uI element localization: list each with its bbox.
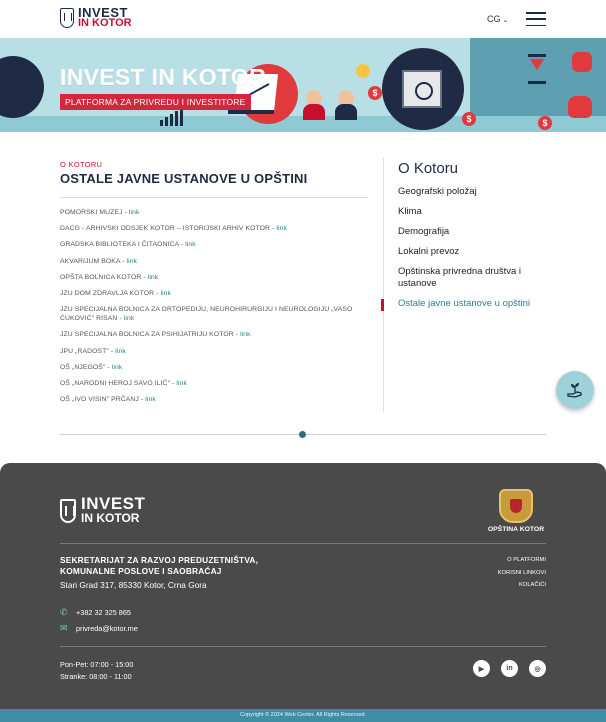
crest-icon	[60, 8, 74, 28]
institution-link[interactable]: link	[147, 273, 159, 281]
dollar-coin-icon: $	[538, 116, 552, 130]
email-address: privreda@kotor.me	[76, 624, 138, 633]
hamburger-menu-icon[interactable]	[526, 12, 546, 26]
banner-subtitle: PLATFORMA ZA PRIVREDU I INVESTITORE	[60, 94, 251, 110]
footer-links	[450, 554, 546, 592]
working-hours	[60, 659, 133, 683]
institution-link[interactable]: link	[160, 289, 172, 297]
site-logo[interactable]	[60, 7, 132, 29]
footer-logo-line2: IN KOTOR	[81, 511, 140, 525]
linkedin-icon[interactable]: in	[501, 660, 518, 677]
sidebar-item[interactable]: Demografija	[398, 226, 450, 237]
copyright: Copyright © 2024 Web Center. All Rights Reserved.	[0, 709, 606, 722]
footer-divider	[60, 646, 546, 647]
address: Stari Grad 317, 85330 Kotor, Crna Gora	[60, 580, 207, 590]
institution-item: OŠ „NARODNI HEROJ SAVO ILIĆ" - link	[60, 379, 188, 387]
decorative-circle	[0, 56, 44, 118]
institution-item: OŠ „IVO VISIN" PRČANJ - link	[60, 396, 156, 404]
email-contact[interactable]	[60, 624, 138, 633]
site-footer	[0, 463, 606, 709]
institution-link[interactable]: link	[126, 257, 138, 265]
chevron-down-icon: ⌄	[502, 17, 509, 24]
institution-item: JZU SPECIJALNA BOLNICA ZA ORTOPEDIJU, NEUROHIRURGIJU I NEUROLOGIJU „VASO ĆUKOVIĆ" RISAN - link	[60, 306, 353, 323]
sidebar-item[interactable]: Opštinska privredna društva i ustanove	[398, 266, 522, 289]
banner-title: INVEST IN KOTOR	[60, 64, 266, 90]
logo-line1: INVEST	[78, 5, 128, 20]
dollar-coin-icon: $	[462, 112, 476, 126]
institution-name: JPU „RADOST"	[60, 347, 109, 355]
investment-help-button[interactable]	[556, 371, 594, 409]
bar-chart-illustration	[160, 108, 183, 126]
institution-link[interactable]: link	[145, 396, 156, 404]
institution-link[interactable]: link	[111, 363, 123, 371]
footer-link[interactable]: O PLATFORMI	[507, 557, 546, 563]
logo-line2: IN KOTOR	[78, 17, 132, 29]
footer-logo[interactable]	[60, 494, 146, 525]
institution-name: DACG - ARHIVSKI ODSJEK KOTOR – ISTORIJSKI ARHIV KOTOR	[60, 225, 271, 233]
hourglass-icon	[528, 54, 546, 84]
sidebar-divider	[383, 157, 384, 412]
sidebar-title: O Kotoru	[398, 160, 459, 177]
institution-name: OŠ „IVO VISIN" PRČANJ	[60, 396, 139, 404]
breadcrumb[interactable]: O KOTORU	[60, 160, 103, 169]
institution-name: POMORSKI MUZEJ	[60, 209, 123, 216]
hero-banner	[0, 38, 606, 132]
crest-icon	[60, 499, 76, 523]
sidebar-item[interactable]: Klima	[398, 206, 422, 217]
footer-link[interactable]: KOLAČIĆI	[518, 582, 546, 588]
money-bag-icon	[572, 52, 592, 72]
safe-illustration	[402, 70, 442, 108]
language-label: CG	[487, 14, 501, 24]
institution-name: OŠ „NARODNI HEROJ SAVO ILIĆ"	[60, 379, 171, 387]
secretariat-name: SEKRETARIJAT ZA RAZVOJ PREDUZETNIŠTVA, KOMUNALNE POSLOVE I SAOBRAĆAJ	[60, 555, 259, 576]
institution-link[interactable]: link	[128, 209, 140, 216]
sidebar-item[interactable]: Lokalni prevoz	[398, 246, 460, 257]
institution-name: JZU SPECIJALNA BOLNICA ZA ORTOPEDIJU, NEUROHIRURGIJU I NEUROLOGIJU „VASO ĆUKOVIĆ" RISAN	[60, 306, 353, 323]
youtube-icon[interactable]: ▶	[473, 660, 490, 677]
money-bag-icon	[568, 96, 592, 118]
opstina-name: OPŠTINA KOTOR	[487, 526, 545, 533]
institution-link[interactable]: link	[240, 331, 251, 339]
sidebar-item[interactable]: Ostale javne ustanove u opštini	[398, 298, 531, 309]
phone-contact[interactable]	[60, 608, 131, 617]
footer-link[interactable]: KORISNI LINKOVI	[497, 569, 546, 576]
institution-name: GRADSKA BIBLIOTEKA I ČITAONICA	[60, 241, 179, 249]
hand-plant-icon	[565, 380, 585, 400]
institution-item: JPU „RADOST" - link	[60, 347, 126, 355]
institution-item: AKVARIJUM BOKA - link	[60, 257, 138, 265]
envelope-icon: ✉	[60, 623, 68, 633]
institution-list	[60, 208, 366, 411]
institution-link[interactable]: link	[123, 315, 135, 323]
institution-link[interactable]: link	[185, 241, 196, 249]
divider	[60, 197, 368, 198]
active-indicator	[381, 299, 384, 311]
social-links	[473, 660, 546, 677]
sidebar-nav	[398, 186, 548, 318]
institution-item: POMORSKI MUZEJ - link	[60, 209, 140, 216]
sidebar-item[interactable]: Geografski položaj	[398, 186, 477, 197]
institution-item: JZU SPECIJALNA BOLNICA ZA PSIHIJATRIJU KOTOR - link	[60, 331, 251, 339]
institution-item: OPŠTA BOLNICA KOTOR - link	[60, 273, 159, 281]
site-header	[0, 0, 606, 38]
institution-name: AKVARIJUM BOKA	[60, 257, 121, 265]
institution-link[interactable]: link	[276, 225, 287, 233]
coat-of-arms-icon	[499, 489, 533, 523]
dollar-coin-icon: $	[368, 86, 382, 100]
institution-name: OPŠTA BOLNICA KOTOR	[60, 273, 142, 281]
opstina-kotor-logo[interactable]	[484, 489, 548, 533]
institution-item: DACG - ARHIVSKI ODSJEK KOTOR – ISTORIJSKI ARHIV KOTOR - link	[60, 225, 287, 233]
institution-name: OŠ „NJEGOŠ"	[60, 363, 106, 371]
instagram-icon[interactable]: ◎	[529, 660, 546, 677]
institution-item: JZU DOM ZDRAVLJA KOTOR - link	[60, 289, 172, 297]
lightbulb-icon	[356, 64, 370, 78]
institution-link[interactable]: link	[115, 347, 126, 355]
footer-logo-line1: INVEST	[81, 494, 146, 513]
institution-link[interactable]: link	[176, 379, 188, 387]
institution-item: GRADSKA BIBLIOTEKA I ČITAONICA - link	[60, 241, 196, 249]
footer-divider	[60, 543, 546, 544]
phone-icon: ✆	[60, 607, 68, 617]
hours-clients: Stranke: 08:00 - 11:00	[60, 672, 132, 681]
divider-dot	[299, 431, 306, 438]
phone-number: +382 32 325 865	[76, 608, 131, 617]
hours-weekday: Pon-Pet: 07:00 - 15:00	[60, 660, 134, 669]
institution-item: OŠ „NJEGOŠ" - link	[60, 363, 123, 371]
institution-name: JZU DOM ZDRAVLJA KOTOR	[60, 289, 155, 297]
institution-name: JZU SPECIJALNA BOLNICA ZA PSIHIJATRIJU KOTOR	[60, 331, 234, 339]
page-title: OSTALE JAVNE USTANOVE U OPŠTINI	[60, 171, 308, 186]
language-switcher[interactable]	[487, 14, 508, 24]
